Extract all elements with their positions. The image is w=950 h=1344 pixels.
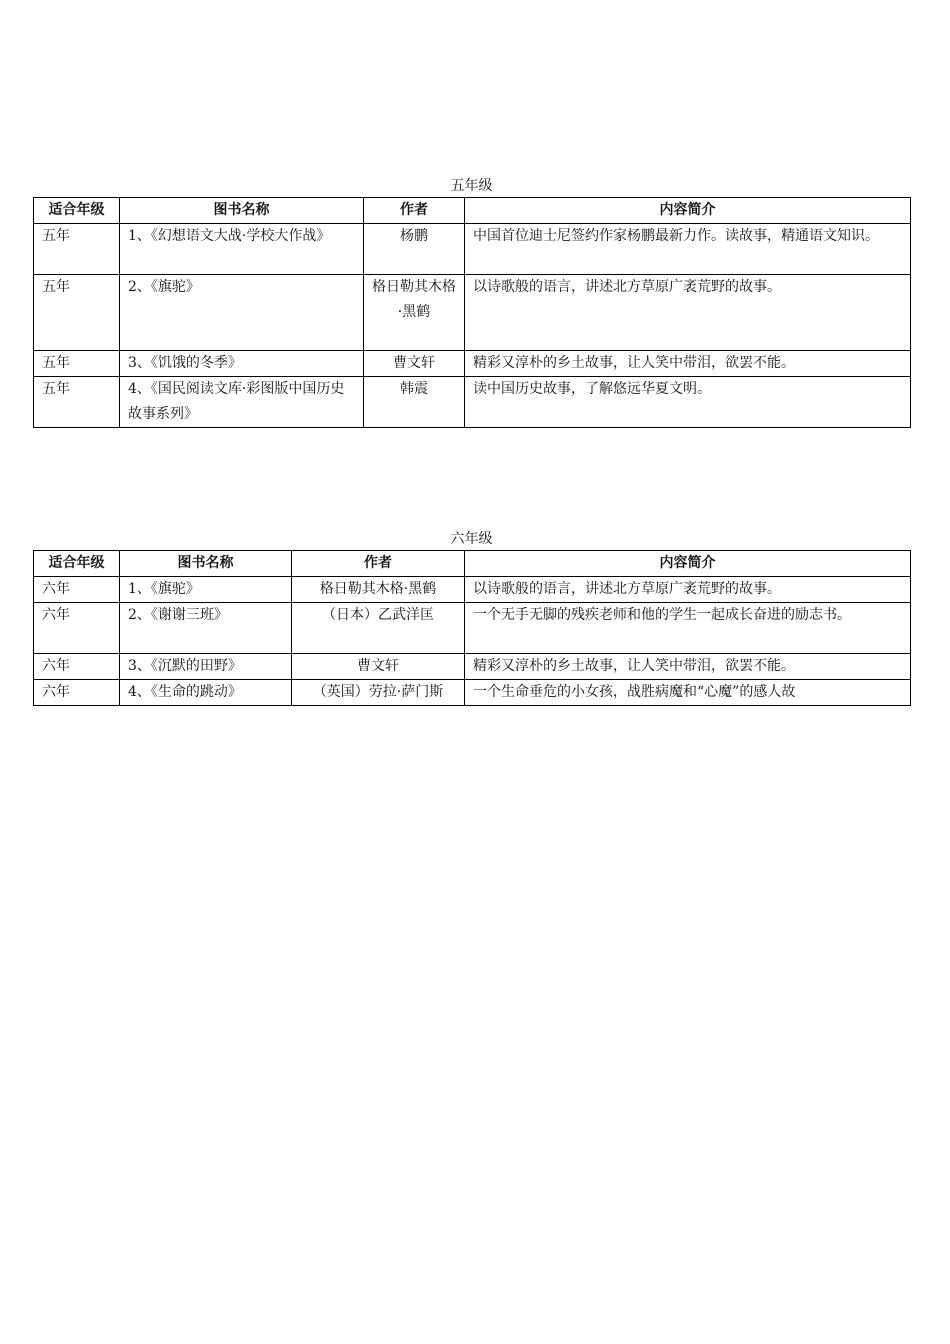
cell-summary: 一个无手无脚的残疾老师和他的学生一起成长奋进的励志书。 [465, 603, 911, 654]
cell-summary: 中国首位迪士尼签约作家杨鹏最新力作。读故事，精通语文知识。 [465, 224, 911, 275]
header-author: 作者 [364, 198, 465, 224]
header-title: 图书名称 [120, 551, 292, 577]
header-summary: 内容简介 [465, 551, 911, 577]
table-row [34, 603, 911, 654]
header-grade: 适合年级 [34, 551, 120, 577]
cell-title: 3、《饥饿的冬季》 [120, 351, 364, 377]
cell-summary: 精彩又淳朴的乡土故事，让人笑中带泪，欲罢不能。 [465, 654, 911, 680]
cell-author: （日本）乙武洋匡 [292, 603, 465, 654]
cell-summary: 读中国历史故事，了解悠远华夏文明。 [465, 377, 911, 428]
cell-grade: 五年 [34, 275, 120, 351]
grade6-header-row [34, 551, 911, 577]
table-row [34, 654, 911, 680]
cell-grade: 五年 [34, 224, 120, 275]
cell-title: 4、《生命的跳动》 [120, 680, 292, 706]
cell-author: 韩震 [364, 377, 465, 428]
grade5-table [33, 197, 911, 428]
cell-summary: 精彩又淳朴的乡土故事，让人笑中带泪，欲罢不能。 [465, 351, 911, 377]
table-row [34, 275, 911, 351]
cell-author: 曹文轩 [364, 351, 465, 377]
cell-summary: 一个生命垂危的小女孩，战胜病魔和“心魔”的感人故 [465, 680, 911, 706]
table-row [34, 351, 911, 377]
header-title: 图书名称 [120, 198, 364, 224]
table-row [34, 224, 911, 275]
cell-summary: 以诗歌般的语言，讲述北方草原广袤荒野的故事。 [465, 275, 911, 351]
grade5-section [33, 175, 910, 428]
table-row [34, 377, 911, 428]
cell-grade: 五年 [34, 377, 120, 428]
header-summary: 内容简介 [465, 198, 911, 224]
header-author: 作者 [292, 551, 465, 577]
cell-grade: 六年 [34, 680, 120, 706]
cell-title: 4、《国民阅读文库·彩图版中国历史故事系列》 [120, 377, 364, 428]
table-row [34, 680, 911, 706]
cell-title: 1、《幻想语文大战·学校大作战》 [120, 224, 364, 275]
cell-author: 杨鹏 [364, 224, 465, 275]
grade5-header-row [34, 198, 911, 224]
cell-title: 2、《旗驼》 [120, 275, 364, 351]
cell-grade: 五年 [34, 351, 120, 377]
cell-grade: 六年 [34, 577, 120, 603]
cell-title: 3、《沉默的田野》 [120, 654, 292, 680]
cell-title: 1、《旗驼》 [120, 577, 292, 603]
cell-author: 格日勒其木格·黑鹤 [292, 577, 465, 603]
cell-author: （英国）劳拉·萨门斯 [292, 680, 465, 706]
grade6-table [33, 550, 911, 706]
cell-summary: 以诗歌般的语言，讲述北方草原广袤荒野的故事。 [465, 577, 911, 603]
grade6-section [33, 528, 910, 706]
grade6-caption: 六年级 [450, 531, 493, 547]
cell-grade: 六年 [34, 654, 120, 680]
cell-author: 格日勒其木格·黑鹤 [364, 275, 465, 351]
cell-grade: 六年 [34, 603, 120, 654]
header-grade: 适合年级 [34, 198, 120, 224]
cell-title: 2、《谢谢三班》 [120, 603, 292, 654]
table-row [34, 577, 911, 603]
grade5-caption: 五年级 [450, 178, 493, 194]
cell-author: 曹文轩 [292, 654, 465, 680]
